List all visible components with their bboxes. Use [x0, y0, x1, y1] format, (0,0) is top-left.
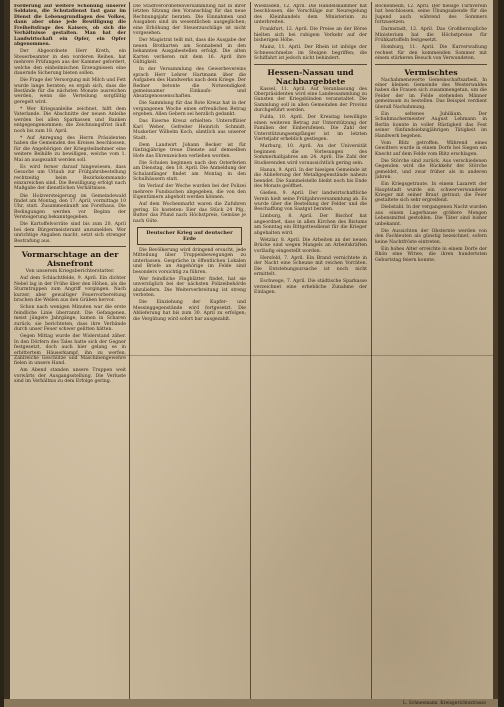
column-2-paragraph: In der Versammlung des Gewerbevereins sprach Herr Lehrer Hartmann über die Aufgaben des Handwerks nach dem Kriege. Der Redner betonte die Notwendigkeit gemeinsamer Einkaufs- und Absatzgenossenschaften. [133, 67, 246, 100]
column-3-article-paragraph: Marburg, 10. April. An der Universität beginnen die Vorlesungen des Sommerhalbjahres am 24. April. Die Zahl der Studierenden wird voraussichtlich gering sein. [254, 144, 367, 166]
column-2-paragraph: Die Einziehung der Kupfer- und Messinggegenstände wird fortgesetzt. Die Ablieferung hat bis zum 30. April zu erfolgen; die Vergütung wird sofort bar ausgezahlt. [133, 300, 246, 322]
column-4-paragraph: Homburg, 11. April. Die Kurverwaltung rechnet für den kommenden Sommer mit einem stärkeren Besuch von Verwundeten. [375, 45, 487, 62]
column-1-article-paragraph: Am Abend standen unsere Truppen weit vorwärts der Ausgangsstellung. Die Verluste sind im Verhältnis zu dem Erfolge gering. [14, 368, 126, 385]
column-rule [371, 2, 372, 704]
column-3-article-paragraph: Gießen, 9. April. Der landwirtschaftliche Verein hielt seine Frühjahrsversammlung ab. Es wurde über die Bestellung der Felder und die Beschaffung von Saatgut beraten. [254, 191, 367, 213]
column-2-paragraph: Die Bevölkerung wird dringend ersucht, jede Mitteilung über Truppenbewegungen zu unterlassen. Gespräche in öffentlichen Lokalen und Briefe an Angehörige im Felde sind besonders vorsichtig zu führen. [133, 247, 246, 275]
section-heading: Hessen-Nassau und Nachbargebiete [267, 67, 354, 86]
column-1 [14, 4, 126, 704]
column-3-article-paragraph: Hersfeld, 7. April. Ein Brand vernichtete in der Nacht eine Scheune mit reichen Vorräten. Die Entstehungsursache ist noch nicht ermittelt. [254, 255, 367, 278]
section-divider [14, 246, 126, 247]
column-2-paragraph: Auf dem Wochenmarkt waren die Zufuhren gering. Es kosteten: Eier das Stück 24 Pfg., Butter das Pfund nach Höchstpreis, Gemüse je nach Güte. [133, 202, 246, 224]
column-1-paragraph: Die Holzversteigerung im Gemeindewald findet am Montag, den 17. April, vormittags 10 Uhr, statt. Zusammenkunft am Forsthaus. Die Bedingungen werden vor Beginn der Versteigerung bekanntgegeben. [14, 193, 126, 221]
section-subheading: Von unserem Kriegsberichterstatter. [25, 268, 115, 274]
column-2-paragraph: Die Stadtverordnetenversammlung hat in ihrer letzten Sitzung den Voranschlag für das neue Rechnungsjahr beraten. Die Einnahmen und Ausgaben sind im wesentlichen ausgeglichen; eine Erhöhung der Steuerzuschläge ist nicht vorgesehen. [133, 4, 246, 37]
column-3-article-paragraph: Hanau, 9. April. In der hiesigen Gemeinde ist die Ablieferung der Metallgegenstände nahezu beendet. Die Sammelstelle bleibt noch bis Ende des Monats geöffnet. [254, 167, 367, 189]
section-heading: Vormarschtage an der Aisnefront [21, 249, 119, 268]
column-3 [254, 4, 367, 704]
column-2-paragraph: Wer feindliche Flugblätter findet, hat sie unverzüglich bei der nächsten Polizeibehörde abzuliefern. Die Weiterverbreitung ist streng verboten. [133, 276, 246, 299]
column-4-article-paragraph: Vom Blitz getroffen. Während eines Gewitters wurde in einem Dorfe bei Siegen ein Knecht auf dem Felde vom Blitz erschlagen. [375, 140, 487, 157]
column-4-article-paragraph: Ein Kriegsgetraute. In einem Lazarett der Hauptstadt wurde ein schwerverwundeter Krieger mit seiner Braut getraut; die Feier gestaltete sich sehr ergreifend. [375, 182, 487, 204]
column-1-article-paragraph: Schon nach wenigen Minuten war die erste feindliche Linie überrannt. Die Gefangenen, meist jüngere Jahrgänge, kamen in Scharen zurück; sie berichteten, dass ihre Verbände durch unser Feuer schwer gelitten hätten. [14, 305, 126, 333]
newspaper-page [4, 0, 498, 707]
page-shadow-left [4, 0, 10, 707]
column-2-paragraph: Im Verlauf der Woche wurden bei der Polizei mehrere Fundsachen abgegeben, die von den Eigentümern abgeholt werden können. [133, 184, 246, 201]
column-2-paragraph: Dem Landwirt Johann Becker ist für fünfzigjährige treue Dienste auf demselben Hofe das Ehrenzeichen verliehen worden. [133, 142, 246, 159]
column-2 [133, 4, 246, 704]
column-2-paragraph: Die Schulen beginnen nach den Osterferien am Dienstag, den 18. April. Die Anmeldung der Schulanfänger findet am Montag in den Schulhäusern statt. [133, 160, 246, 183]
column-1-paragraph: Die Frage der Versorgung mit Milch und Fett wurde lange beraten; es ergab sich, dass die Bestände für die nächsten Monate ausreichen werden, wenn die Verteilung sorgfältig geregelt wird. [14, 78, 126, 105]
column-1-article-paragraph: Gegen Mittag wurde der Widerstand zäher. In den Dörfern des Tales hatte sich der Gegner festgesetzt, doch auch hier gelang es in erbittertem Häuserkampf, ihn zu werfen. Zahlreiche Geschütze und Maschinengewehre fielen in unsere Hand. [14, 334, 126, 367]
column-3-article-paragraph: Wetzlar, 8. April. Die Arbeiten an der neuen Brücke sind wegen Mangels an Arbeitskräften vorläufig eingestellt worden. [254, 237, 367, 254]
page-shadow-right [493, 0, 498, 707]
column-3-article-paragraph: Fulda, 10. April. Der Kreistag bewilligte einen weiteren Betrag zur Unterstützung der Familien der Einberufenen. Die Zahl der Unterstützungsempfänger ist im letzten Vierteljahr erheblich gestiegen. [254, 115, 367, 143]
column-3-paragraph: Frankfurt, 12. April. Die Preise an der Börse hielten sich bei ruhigem Verkehr auf der bisherigen Höhe. [254, 27, 367, 44]
column-1-paragraph: * Auf Anregung des Herrn Präsidenten haben die Gemeinden des Kreises beschlossen, für die Angehörigen der Kriegsteilnehmer eine weitere Beihilfe zu bewilligen, welche vom 1. Mai an ausgezahlt werden soll. [14, 135, 126, 163]
page-fold-crease [4, 355, 498, 356]
column-2-paragraph: Der Magistrat teilt mit, dass die Ausgabe der neuen Brotkarten am Sonnabend in den bekannten Ausgabestellen erfolgt. Die alten Karten verlieren mit dem 16. April ihre Gültigkeit. [133, 38, 246, 66]
column-2-paragraph: Das Eiserne Kreuz erhielten: Unteroffizier Karl Weber, Gefreiter Heinrich Schmidt, Musketier Wilhelm Koch, sämtlich aus unserer Stadt. [133, 119, 246, 141]
section-divider [375, 64, 487, 65]
column-3-paragraph: Mainz, 11. April. Der Rhein ist infolge der Schneeschmelze im Steigen begriffen; die Schiffahrt ist jedoch nicht behindert. [254, 45, 367, 62]
column-4-article-paragraph: Die Aussichten der Obsternte werden von den Fachleuten als günstig bezeichnet, sofern keine Nachtfröste eintreten. [375, 228, 487, 245]
column-4-paragraph: Darmstadt, 12. April. Das Großherzogliche Ministerium hat die Höchstpreise für Frühkartoffeln festgesetzt. [375, 27, 487, 44]
section-heading: Vermischtes [404, 67, 458, 77]
column-4-paragraph: Bockenheim, 12. April. Der hiesige Turnverein hat beschlossen, seine Übungsabende für die Jugend auch während des Sommers fortzusetzen. [375, 4, 487, 26]
imprint-caption: L. Schneemann, Kreisgerichtsstrasse [403, 701, 486, 706]
column-1-paragraph: Forderung auf weitere Schonung unserer Soldaten, die Schutzdienst fast ganz im Dienst die Lebensgrundlagen des Volkes, dann aber ohne jede Bewilligung die Freiheitsfrage des Kaisers, ob sich die Verhältnisse gestalten. Man hat der Landwirtschaft ein Opfer, ein Opfer abgenommen. [14, 4, 126, 48]
column-1-paragraph: Die Kartoffelvorräte sind bis zum 20. April bei dem Bürgermeisteramt anzumelden. Wer unrichtige Angaben macht, setzt sich strenger Bestrafung aus. [14, 222, 126, 244]
column-4 [375, 4, 487, 694]
section-divider [254, 64, 367, 65]
column-4-article-paragraph: Ein hohes Alter erreichte in einem Dorfe der Rhön eine Witwe, die ihren hundertsten Geburtstag feiern konnte. [375, 246, 487, 263]
column-4-article-paragraph: Ein seltenes Jubiläum. Der Schuhmachermeister August Lehmann in Berlin konnte in voller Rüstigkeit das Fest seiner fünfundsiebzigjährigen Tätigkeit im Handwerk begehen. [375, 111, 487, 139]
column-1-paragraph: Es wird ferner darauf hingewiesen, dass Gesuche um Urlaub zur Frühjahrsbestellung rechtzeitig beim Bezirkskommando einzureichen sind. Die Bewilligung erfolgt nach Maßgabe der dienstlichen Verhältnisse. [14, 164, 126, 192]
column-3-article-paragraph: Kassel, 11. April. Auf Veranlassung des Oberpräsidenten wird eine Landessammlung zu Gunsten der Kriegsblinden veranstaltet. Die Sammlung soll in allen Gemeinden der Provinz durchgeführt werden. [254, 86, 367, 114]
column-4-article-paragraph: Diebstahl. In der vergangenen Nacht wurden aus einem Lagerhause größere Mengen Lebensmittel gestohlen. Die Täter sind bisher unbekannt. [375, 205, 487, 227]
boxed-headline: Deutscher Krieg auf deutscher Erde [137, 227, 242, 245]
column-1-paragraph: * Wer Kriegsanleihe zeichnet, hilft dem Vaterlande. Die Abschnitte der neuen Anleihe werden bei allen Sparkassen und Banken entgegengenommen; die Zeichnungsfrist läuft noch bis zum 18. April. [14, 106, 126, 134]
column-2-paragraph: Die Sammlung für das Rote Kreuz hat in der vergangenen Woche einen erfreulichen Betrag ergeben. Allen Gebern sei herzlich gedankt. [133, 101, 246, 118]
column-rule [129, 2, 130, 704]
column-1-article-paragraph: Auf dem Schlachtfelde, 9. April. Ein dichter Nebel lag in der Frühe über den Höhen, als die Sturmtruppen zum Angriff vorgingen. Nach kurzer, aber gewaltiger Feuervorbereitung brachen die Wellen aus den Gräben hervor. [14, 276, 126, 304]
column-rule [250, 2, 251, 704]
column-4-article-paragraph: Die Störche sind zurück. Aus verschiedenen Gegenden wird die Rückkehr der Störche gemeldet, und zwar früher als in anderen Jahren. [375, 158, 487, 180]
column-3-article-paragraph: Limburg, 8. April. Der Bischof hat angeordnet, dass in allen Kirchen des Bistums am Sonntag ein Bittgottesdienst für die Krieger abgehalten wird. [254, 214, 367, 236]
column-3-article-paragraph: Eschwege, 7. April. Die städtische Sparkasse verzeichnet eine erhebliche Zunahme der Einlagen. [254, 279, 367, 296]
column-3-paragraph: Wiesbaden, 12. April. Die Handelskammer hat beschlossen, die Vorschläge zur Neuregelung des Kleinhandels dem Ministerium zu unterbreiten. [254, 4, 367, 26]
column-4-article-paragraph: Nachahmenswerte Gemeinschaftsarbeit. In einer kleinen Gemeinde des Westerwaldes haben die Frauen sich zusammengetan, um die Felder der im Felde stehenden Männer gemeinsam zu bestellen. Das Beispiel verdient überall Nachahmung. [375, 77, 487, 110]
column-1-paragraph: Der Abgeordnete Herr Kreth, ein Steuerbeamter in den vorderen Reihen, hat mehrere Prüfungen aus der Kammer gefordert, welche den einheimischen Erzeugnissen eine dauernde Sicherung bieten sollen. [14, 49, 126, 77]
